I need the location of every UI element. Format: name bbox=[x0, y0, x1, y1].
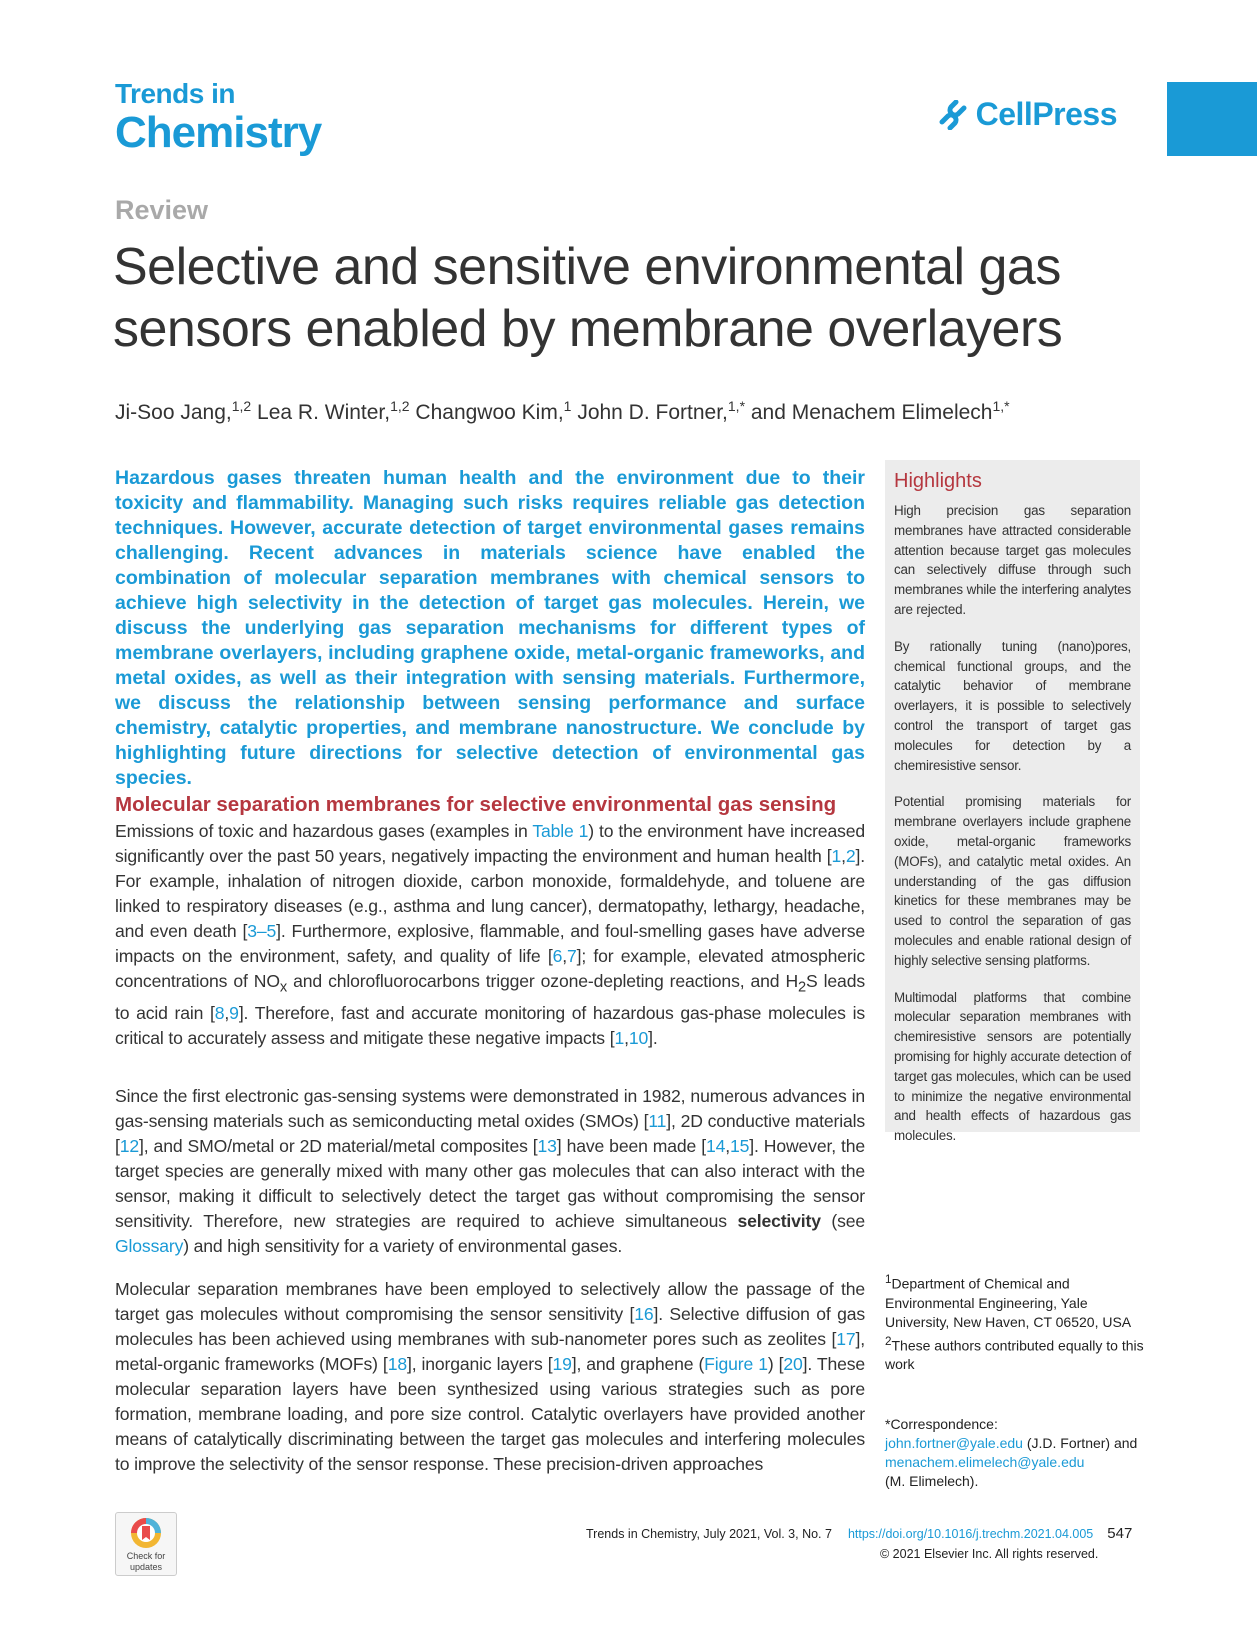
text-run: ], metal-organic frameworks (MOFs) [ bbox=[115, 1329, 865, 1374]
reference-link[interactable]: 6 bbox=[552, 946, 563, 966]
highlights-box bbox=[885, 460, 1140, 1144]
correspondence-line bbox=[885, 1453, 1150, 1472]
affiliation-text: These authors contributed equally to this work bbox=[885, 1337, 1144, 1373]
text-run: ]. Selective diffusion of gas molecules has been achieved using membranes with sub-nanometer pores such as zeolites [ bbox=[115, 1304, 865, 1349]
correspondence-label: *Correspondence: bbox=[885, 1416, 998, 1432]
reference-link[interactable]: 19 bbox=[552, 1354, 572, 1374]
author-name: Ji-Soo Jang, bbox=[115, 401, 232, 424]
reference-link[interactable]: 11 bbox=[648, 1111, 667, 1131]
text-run: , bbox=[624, 1027, 629, 1048]
page-footer bbox=[586, 1525, 1132, 1542]
text-run: Emissions of toxic and hazardous gases (examples in bbox=[115, 821, 533, 841]
abstract: Hazardous gases threaten human health and the environment due to their toxicity and flammability. Managing such risks requires reliable gas detection techniques. However, accurate detection of target environmental gases remains challenging. Recent advances in materials science have enabled the combination of molecular separation membranes with chemical sensors to achieve high selectivity in the detection of target gas molecules. Herein, we discuss the underlying gas separation mechanisms for different types of membrane overlayers, including graphene oxide, metal-organic frameworks, and metal oxides, as well as their integration with sensing materials. Furthermore, we discuss the relationship between sensing performance and surface chemistry, catalytic properties, and membrane nanostructure. We conclude by highlighting future directions for selective detection of environmental gas species. bbox=[115, 467, 865, 789]
text-run: S leads to acid rain [ bbox=[115, 971, 865, 1023]
journal-name-line1: Trends in bbox=[115, 78, 235, 109]
author-affiliation-mark: 1,2 bbox=[231, 398, 252, 414]
author-affiliation-mark: 1 bbox=[563, 398, 572, 414]
reference-link[interactable]: 13 bbox=[537, 1136, 557, 1156]
text-run: ) [ bbox=[767, 1354, 784, 1374]
page-number: 547 bbox=[1107, 1525, 1133, 1542]
body-paragraph-3 bbox=[115, 1277, 865, 1477]
author-affiliation-mark: 1,* bbox=[727, 398, 746, 414]
highlight-item: High precision gas separation membranes have attracted considerable attention because target gas molecules can selectively diffuse through such membranes while the interfering analytes are rejected. bbox=[894, 503, 1131, 617]
reference-link[interactable]: 20 bbox=[783, 1354, 803, 1374]
cellpress-link-icon bbox=[936, 100, 970, 130]
correspondence-line: (M. Elimelech). bbox=[885, 1473, 979, 1489]
author-name: Lea R. Winter, bbox=[257, 401, 391, 424]
text-run: , bbox=[725, 1136, 730, 1156]
text-run: and chlorofluorocarbons trigger ozone-depleting reactions, and H bbox=[287, 971, 799, 991]
text-run: ], inorganic layers [ bbox=[406, 1354, 553, 1374]
email-link-elimelech[interactable]: menachem.elimelech@yale.edu bbox=[885, 1454, 1085, 1470]
affiliation-1 bbox=[885, 1270, 1145, 1332]
text-run: ]. bbox=[648, 1027, 658, 1048]
highlight-item: Potential promising materials for membrane overlayers include graphene oxide, metal-organic frameworks (MOFs), and catalytic metal oxides. An understanding of the gas diffusion kinetics for these membranes may be used to control the separation of gas molecules and enable rational design of highly selective sensing platforms. bbox=[894, 794, 1131, 968]
email-link-fortner[interactable]: john.fortner@yale.edu bbox=[885, 1435, 1023, 1451]
body-paragraph-1 bbox=[115, 819, 865, 1051]
journal-logo bbox=[115, 78, 321, 156]
journal-name-line2: Chemistry bbox=[115, 108, 322, 157]
figure-1-link[interactable]: Figure 1 bbox=[704, 1354, 768, 1374]
text-run: (J.D. Fortner) and bbox=[1022, 1435, 1138, 1451]
text-run: ) and high sensitivity for a variety of environmental gases. bbox=[183, 1236, 623, 1256]
subscript: x bbox=[279, 979, 288, 996]
affiliation-mark: 1 bbox=[885, 1273, 892, 1286]
affiliation-text: Department of Chemical and Environmental Engineering, Yale University, New Haven, CT 06520, USA bbox=[885, 1275, 1132, 1330]
author-name: John D. Fortner, bbox=[577, 401, 728, 424]
reference-link[interactable]: 1 bbox=[614, 1027, 625, 1048]
publisher-logo bbox=[936, 96, 1117, 133]
badge-line1: Check for bbox=[126, 1551, 166, 1561]
glossary-link[interactable]: Glossary bbox=[115, 1236, 184, 1256]
reference-link[interactable]: 7 bbox=[566, 946, 577, 966]
text-run: (see bbox=[820, 1211, 865, 1231]
text-run: ] have been made [ bbox=[556, 1136, 706, 1156]
text-run: ], and SMO/metal or 2D material/metal composites [ bbox=[139, 1136, 538, 1156]
text-run: , bbox=[562, 946, 567, 966]
article-type: Review bbox=[115, 195, 209, 225]
text-run: ]. For example, inhalation of nitrogen dioxide, carbon monoxide, formaldehyde, and toluene are linked to respiratory diseases (e.g., asthma and lung cancer), dermatopathy, lethargy, headache, and even death [ bbox=[115, 846, 865, 941]
highlight-item: By rationally tuning (nano)pores, chemical functional groups, and the catalytic behavior of membrane overlayers, it is possible to selectively control the transport of target gas molecules for detection by a chemiresistive sensor. bbox=[894, 638, 1131, 773]
reference-link[interactable]: 2 bbox=[845, 846, 856, 866]
text-run: Since the first electronic gas-sensing systems were demonstrated in 1982, numerous advances in gas-sensing materials such as semiconducting metal oxides (SMOs) [ bbox=[115, 1086, 865, 1131]
reference-link[interactable]: 3–5 bbox=[247, 921, 277, 941]
highlight-item: Multimodal platforms that combine molecular separation membranes with chemiresistive sensors are potentially promising for highly accurate detection of target gas molecules, which can be used to minimize the negative environmental and health effects of hazardous gas molecules. bbox=[894, 989, 1131, 1144]
text-run: ]. Furthermore, explosive, flammable, and foul-smelling gases have adverse impacts on the environment, safety, and quality of life [ bbox=[115, 921, 866, 966]
reference-link[interactable]: 1 bbox=[831, 846, 842, 866]
glossary-term: selectivity bbox=[737, 1211, 821, 1231]
reference-link[interactable]: 16 bbox=[634, 1304, 654, 1324]
text-run: ]. These molecular separation layers have been synthesized using various strategies such as pore formation, membrane loading, and pore size control. Catalytic overlayers have provided another means of catalytically discriminating between the target gas molecules and interfering molecules to improve the selectivity of the sensor response. These precision-driven approaches bbox=[115, 1354, 866, 1474]
crossmark-icon bbox=[129, 1516, 163, 1550]
body-paragraph-2 bbox=[115, 1084, 865, 1259]
section-heading: Molecular separation membranes for selective environmental gas sensing bbox=[115, 793, 837, 816]
text-run: Molecular separation membranes have been employed to selectively allow the passage of the target gas molecules without compromising the sensor sensitivity [ bbox=[115, 1279, 865, 1324]
text-run: ], and graphene ( bbox=[571, 1354, 705, 1374]
author-name: Changwoo Kim, bbox=[415, 401, 564, 424]
reference-link[interactable]: 9 bbox=[229, 1002, 239, 1023]
publisher-name: CellPress bbox=[975, 96, 1117, 132]
author-name: and Menachem Elimelech bbox=[750, 401, 993, 424]
reference-link[interactable]: 17 bbox=[836, 1329, 856, 1349]
affiliation-mark: 2 bbox=[885, 1334, 892, 1348]
reference-link[interactable]: 14 bbox=[705, 1136, 726, 1156]
affiliation-2 bbox=[885, 1332, 1145, 1375]
correspondence-line bbox=[885, 1434, 1150, 1453]
doi-link[interactable]: https://doi.org/10.1016/j.trechm.2021.04.005 bbox=[847, 1527, 1094, 1541]
reference-link[interactable]: 8 bbox=[214, 1002, 225, 1023]
author-affiliation-mark: 1,* bbox=[992, 398, 1010, 414]
copyright-notice: © 2021 Elsevier Inc. All rights reserved. bbox=[880, 1547, 1099, 1561]
reference-link[interactable]: 12 bbox=[119, 1136, 140, 1156]
text-run: , bbox=[841, 846, 846, 866]
highlights-title: Highlights bbox=[894, 470, 982, 492]
reference-link[interactable]: 10 bbox=[628, 1027, 649, 1048]
text-run: ], 2D conductive materials [ bbox=[115, 1111, 866, 1156]
check-for-updates-badge[interactable] bbox=[115, 1512, 177, 1576]
reference-link[interactable]: 18 bbox=[387, 1354, 407, 1374]
affiliations bbox=[885, 1270, 1145, 1374]
subscript: 2 bbox=[798, 979, 807, 996]
text-run: ) to the environment have increased significantly over the past 50 years, negatively impacting the environment and human health [ bbox=[115, 821, 865, 866]
text-run: , bbox=[224, 1002, 230, 1023]
reference-link[interactable]: 15 bbox=[730, 1136, 750, 1156]
author-affiliation-mark: 1,2 bbox=[390, 398, 410, 414]
table-1-link[interactable]: Table 1 bbox=[532, 821, 589, 841]
text-run: ]; for example, elevated atmospheric concentrations of NO bbox=[115, 946, 866, 991]
text-run: ]. Therefore, fast and accurate monitoring of hazardous gas-phase molecules is critical to accurately assess and mitigate these negative impacts [ bbox=[115, 1002, 865, 1048]
text-run: ]. However, the target species are generally mixed with many other gas molecules that can also interact with the sensor, making it difficult to selectively detect the target gas without compromising the sensor sensitivity. Therefore, new strategies are required to achieve simultaneous bbox=[115, 1136, 865, 1231]
correspondence bbox=[885, 1415, 1150, 1491]
article-title: Selective and sensitive environmental gas sensors enabled by membrane overlayers bbox=[113, 238, 1063, 358]
journal-citation: Trends in Chemistry, July 2021, Vol. 3, No. 7 bbox=[586, 1527, 832, 1541]
badge-line2: updates bbox=[129, 1562, 163, 1572]
author-list bbox=[115, 398, 1010, 425]
brand-tab bbox=[1167, 82, 1257, 156]
